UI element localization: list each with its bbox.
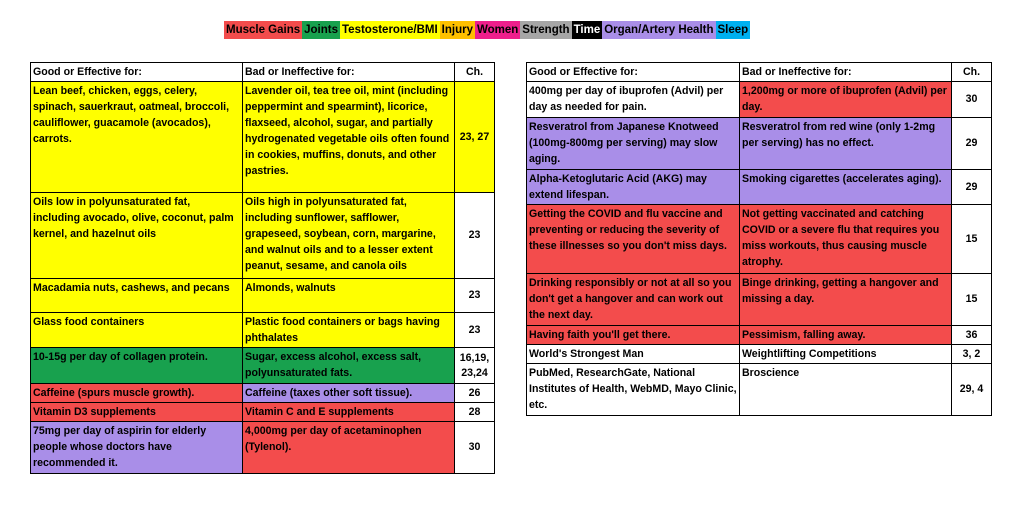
legend-item: Sleep — [716, 21, 751, 39]
legend-item: Joints — [302, 21, 340, 39]
good-cell: Resveratrol from Japanese Knotweed (100mg-800mg per serving) may slow aging. — [527, 118, 740, 170]
table-row — [527, 205, 992, 274]
table-row — [31, 313, 495, 348]
chapter-cell: 28 — [455, 403, 495, 422]
header-good: Good or Effective for: — [527, 63, 740, 82]
header-bad: Bad or Ineffective for: — [243, 63, 455, 82]
table-row — [527, 274, 992, 326]
legend-item: Testosterone/BMI — [340, 21, 440, 39]
bad-cell: Almonds, walnuts — [243, 279, 455, 313]
right-table — [526, 62, 992, 416]
chapter-cell: 15 — [952, 205, 992, 274]
table-row — [31, 193, 495, 279]
table-row — [527, 364, 992, 416]
chapter-cell: 3, 2 — [952, 345, 992, 364]
good-cell: Macadamia nuts, cashews, and pecans — [31, 279, 243, 313]
header-good: Good or Effective for: — [31, 63, 243, 82]
bad-cell: Lavender oil, tea tree oil, mint (including peppermint and spearmint), licorice, flaxseed, alcohol, sugar, and partially hydrogenated vegetable oils often found in cookies, muffins, donuts, and other pastries. — [243, 82, 455, 193]
chapter-cell: 29, 4 — [952, 364, 992, 416]
chapter-cell: 23 — [455, 279, 495, 313]
bad-cell: Not getting vaccinated and catching COVID or a severe flu that requires you miss workouts, thus causing muscle atrophy. — [740, 205, 952, 274]
chapter-cell: 23 — [455, 313, 495, 348]
good-cell: World's Strongest Man — [527, 345, 740, 364]
legend-item: Women — [475, 21, 520, 39]
table-row — [31, 279, 495, 313]
chapter-cell: 26 — [455, 384, 495, 403]
chapter-cell: 36 — [952, 326, 992, 345]
bad-cell: Plastic food containers or bags having phthalates — [243, 313, 455, 348]
chapter-cell: 16,19, 23,24 — [455, 348, 495, 384]
header-chapter: Ch. — [952, 63, 992, 82]
good-cell: Vitamin D3 supplements — [31, 403, 243, 422]
bad-cell: Caffeine (taxes other soft tissue). — [243, 384, 455, 403]
chapter-cell: 23, 27 — [455, 82, 495, 193]
header-bad: Bad or Ineffective for: — [740, 63, 952, 82]
good-cell: 10-15g per day of collagen protein. — [31, 348, 243, 384]
table-row — [527, 170, 992, 205]
legend-item: Injury — [440, 21, 475, 39]
good-cell: PubMed, ResearchGate, National Institutes of Health, WebMD, Mayo Clinic, etc. — [527, 364, 740, 416]
good-cell: 75mg per day of aspirin for elderly people whose doctors have recommended it. — [31, 422, 243, 474]
good-cell: Oils low in polyunsaturated fat, including avocado, olive, coconut, palm kernel, and hazelnut oils — [31, 193, 243, 279]
bad-cell: Broscience — [740, 364, 952, 416]
legend-item: Strength — [520, 21, 571, 39]
bad-cell: Oils high in polyunsaturated fat, including sunflower, safflower, grapeseed, soybean, corn, margarine, and walnut oils and to a lesser extent peanut, sesame, and canola oils — [243, 193, 455, 279]
good-cell: Glass food containers — [31, 313, 243, 348]
good-cell: Having faith you'll get there. — [527, 326, 740, 345]
bad-cell: Sugar, excess alcohol, excess salt, polyunsaturated fats. — [243, 348, 455, 384]
good-cell: Alpha-Ketoglutaric Acid (AKG) may extend lifespan. — [527, 170, 740, 205]
good-cell: Caffeine (spurs muscle growth). — [31, 384, 243, 403]
chapter-cell: 29 — [952, 118, 992, 170]
table-row — [527, 118, 992, 170]
chapter-cell: 30 — [455, 422, 495, 474]
header-chapter: Ch. — [455, 63, 495, 82]
legend-item: Organ/Artery Health — [602, 21, 715, 39]
bad-cell: Binge drinking, getting a hangover and missing a day. — [740, 274, 952, 326]
table-row — [31, 82, 495, 193]
table-row — [31, 403, 495, 422]
table-row — [527, 82, 992, 118]
good-cell: Getting the COVID and flu vaccine and preventing or reducing the severity of these illnesses so you don't miss days. — [527, 205, 740, 274]
good-cell: 400mg per day of ibuprofen (Advil) per day as needed for pain. — [527, 82, 740, 118]
chapter-cell: 23 — [455, 193, 495, 279]
table-row — [527, 345, 992, 364]
table-row — [527, 326, 992, 345]
table-row — [31, 422, 495, 474]
bad-cell: Vitamin C and E supplements — [243, 403, 455, 422]
color-legend — [224, 21, 750, 39]
table-row — [31, 348, 495, 384]
bad-cell: 1,200mg or more of ibuprofen (Advil) per day. — [740, 82, 952, 118]
chapter-cell: 29 — [952, 170, 992, 205]
table-header-row — [31, 63, 495, 82]
bad-cell: Weightlifting Competitions — [740, 345, 952, 364]
table-row — [31, 384, 495, 403]
good-cell: Drinking responsibly or not at all so you don't get a hangover and can work out the next day. — [527, 274, 740, 326]
table-header-row — [527, 63, 992, 82]
bad-cell: 4,000mg per day of acetaminophen (Tylenol). — [243, 422, 455, 474]
legend-item: Time — [572, 21, 603, 39]
bad-cell: Pessimism, falling away. — [740, 326, 952, 345]
legend-item: Muscle Gains — [224, 21, 302, 39]
bad-cell: Smoking cigarettes (accelerates aging). — [740, 170, 952, 205]
left-table — [30, 62, 495, 474]
chapter-cell: 15 — [952, 274, 992, 326]
bad-cell: Resveratrol from red wine (only 1-2mg per serving) has no effect. — [740, 118, 952, 170]
good-cell: Lean beef, chicken, eggs, celery, spinach, sauerkraut, oatmeal, broccoli, cauliflower, guacamole (avocados), carrots. — [31, 82, 243, 193]
chapter-cell: 30 — [952, 82, 992, 118]
